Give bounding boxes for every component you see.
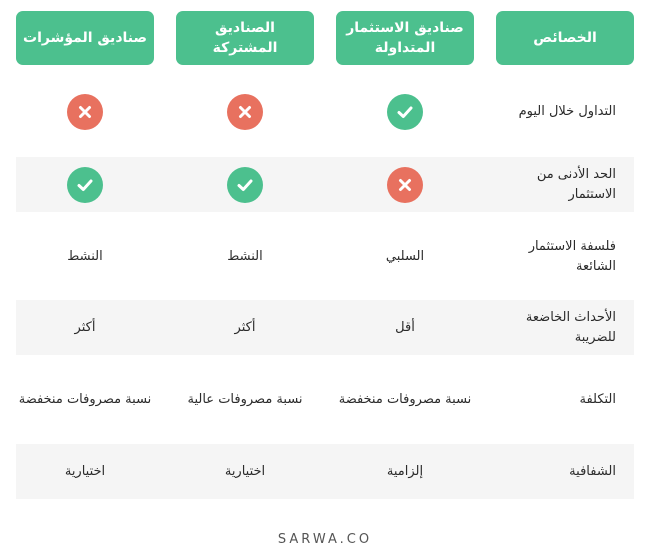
feature-label: التكلفة [579, 392, 616, 407]
header-features-label: الخصائص [533, 30, 597, 46]
table-cell: إلزامية [386, 463, 424, 479]
feature-label: الشفافية [569, 463, 616, 479]
header-etf-label: صناديق الاستثمار المتداولة [346, 20, 464, 56]
table-cell: اختيارية [224, 463, 266, 479]
feature-label: التداول خلال اليوم [518, 104, 616, 119]
table-cell: النشط [67, 249, 103, 264]
table-cell: نسبة مصروفات منخفضة [338, 392, 472, 407]
feature-label: الحد الأدنى من الاستثمار [536, 166, 616, 202]
table-cell: أكثر [234, 319, 256, 335]
feature-label: فلسفة الاستثمار الشائعة [528, 239, 616, 274]
check-icon [387, 94, 423, 130]
table-cell: السلبي [385, 249, 425, 264]
table-cell [336, 157, 474, 212]
table-cell: أقل [395, 319, 415, 335]
table-cell [336, 92, 474, 132]
check-icon [67, 167, 103, 203]
cross-icon [67, 94, 103, 130]
feature-label: الأحداث الخاضعة للضريبة [525, 309, 616, 345]
table-cell [16, 92, 154, 132]
table-cell: نسبة مصروفات عالية [187, 392, 303, 407]
table-cell [176, 157, 314, 212]
header-index-funds-label: صناديق المؤشرات [23, 30, 147, 46]
header-index-funds [16, 11, 154, 65]
cross-icon [227, 94, 263, 130]
table-cell: اختيارية [64, 463, 106, 479]
table-cell: نسبة مصروفات منخفضة [18, 392, 152, 407]
header-mutual-funds [176, 11, 314, 65]
header-features [496, 11, 634, 65]
check-icon [227, 167, 263, 203]
table-cell [176, 92, 314, 132]
header-mutual-funds-label: الصناديق المشتركة [212, 20, 278, 56]
cross-icon [387, 167, 423, 203]
table-cell [16, 157, 154, 212]
table-cell: النشط [227, 249, 263, 264]
header-etf [336, 11, 474, 65]
table-cell: أكثر [74, 319, 96, 335]
footer-watermark: SARWA.CO [277, 532, 373, 547]
